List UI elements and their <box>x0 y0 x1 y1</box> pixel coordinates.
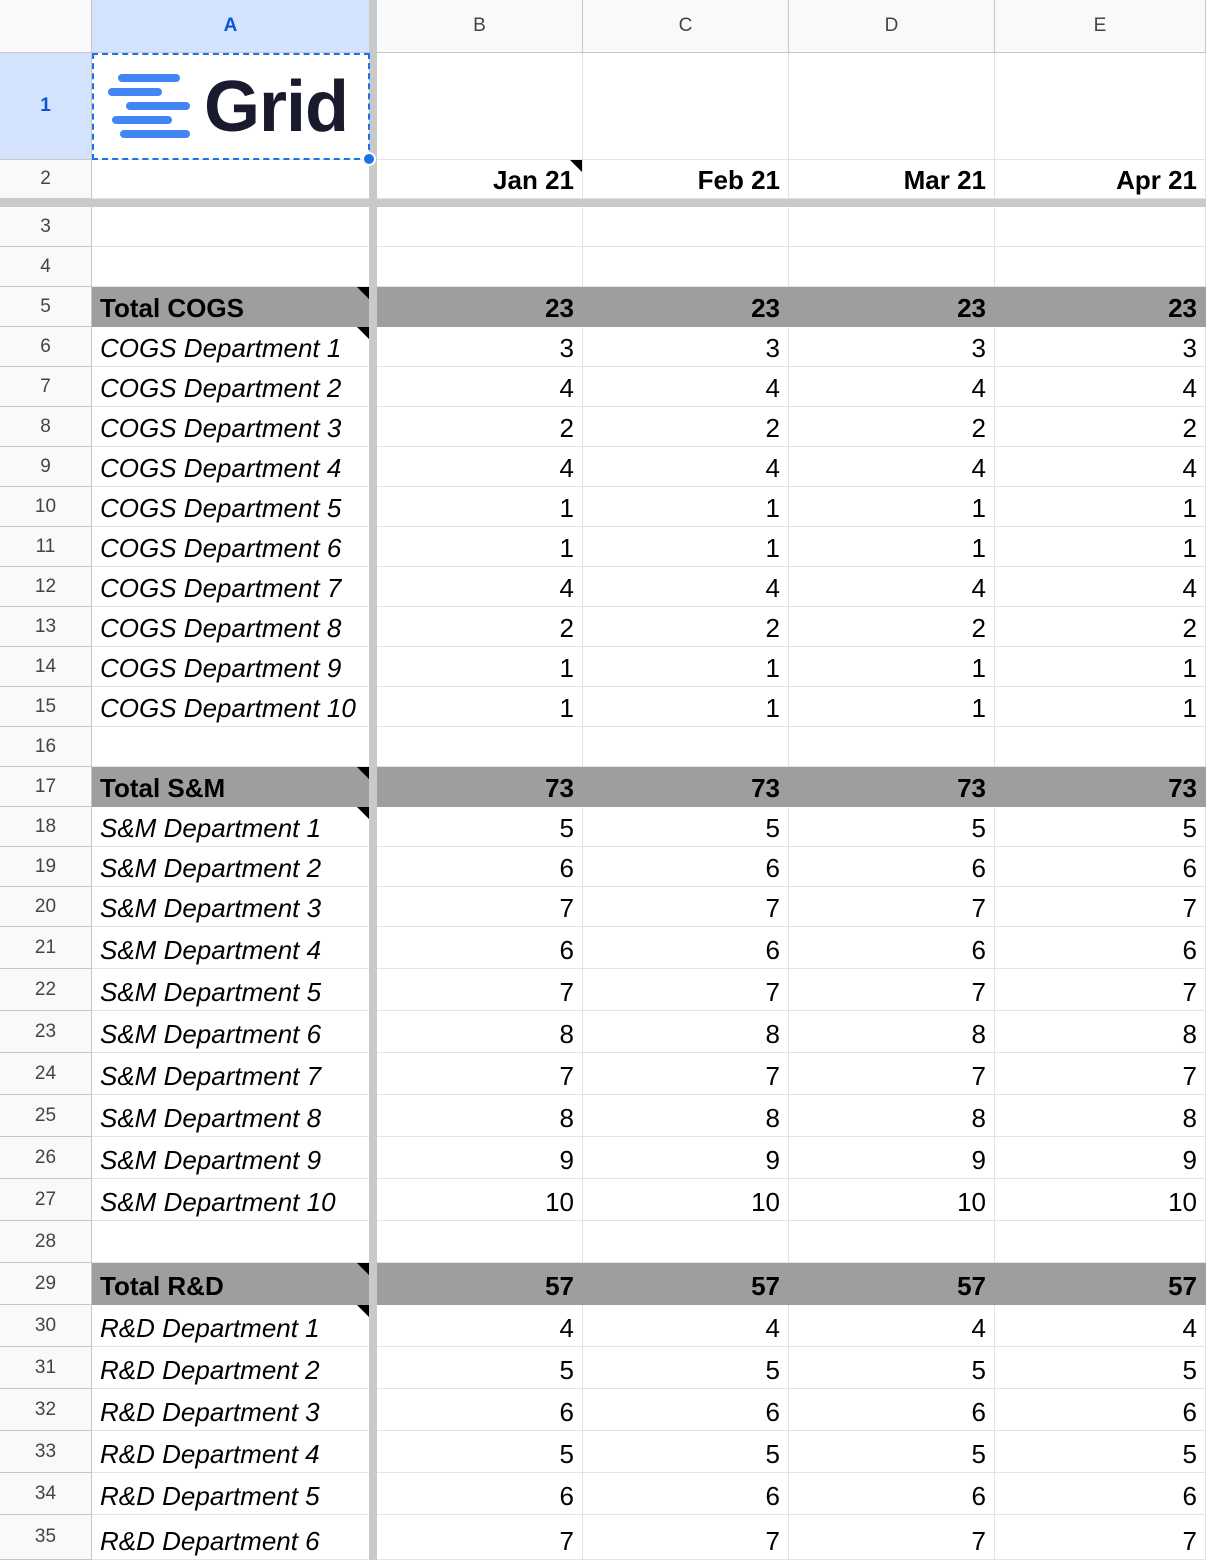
note-indicator <box>570 160 582 172</box>
value-cell[interactable]: 1 <box>995 647 1206 687</box>
value-cell[interactable]: 1 <box>377 527 583 567</box>
value-cell[interactable]: 6 <box>583 1389 789 1431</box>
empty-cell[interactable] <box>377 207 583 247</box>
value-cell[interactable]: 7 <box>789 1515 995 1560</box>
row-header-30[interactable]: 30 <box>0 1305 92 1347</box>
value-cell[interactable]: 3 <box>583 327 789 367</box>
row-header-18[interactable]: 18 <box>0 807 92 847</box>
value-cell[interactable]: 9 <box>583 1137 789 1179</box>
value-cell[interactable]: 1 <box>789 527 995 567</box>
value-cell[interactable]: 6 <box>995 1473 1206 1515</box>
value-cell[interactable]: 7 <box>995 1515 1206 1560</box>
row-header-3[interactable]: 3 <box>0 207 92 247</box>
row-header-12[interactable]: 12 <box>0 567 92 607</box>
row-header-34[interactable]: 34 <box>0 1473 92 1515</box>
department-label-cell[interactable]: COGS Department 8 <box>92 607 370 647</box>
cell-selection-outline <box>92 53 370 160</box>
row-header-27[interactable]: 27 <box>0 1179 92 1221</box>
empty-cell[interactable] <box>92 1221 370 1263</box>
value-cell[interactable]: 6 <box>789 847 995 887</box>
value-cell[interactable]: 7 <box>995 1053 1206 1095</box>
value-cell[interactable]: 2 <box>789 407 995 447</box>
note-indicator <box>357 287 369 299</box>
value-cell[interactable]: 5 <box>583 1431 789 1473</box>
value-cell[interactable]: 6 <box>789 1473 995 1515</box>
value-cell[interactable]: 4 <box>377 447 583 487</box>
department-label-cell[interactable]: COGS Department 2 <box>92 367 370 407</box>
empty-cell[interactable] <box>789 247 995 287</box>
value-cell[interactable]: 4 <box>789 367 995 407</box>
value-cell[interactable]: 4 <box>995 1305 1206 1347</box>
department-label-cell[interactable]: R&D Department 5 <box>92 1473 370 1515</box>
row-header-24[interactable]: 24 <box>0 1053 92 1095</box>
empty-cell[interactable] <box>92 247 370 287</box>
value-cell[interactable]: 7 <box>377 1053 583 1095</box>
value-cell[interactable]: 5 <box>583 807 789 847</box>
row-header-8[interactable]: 8 <box>0 407 92 447</box>
value-cell[interactable]: 4 <box>789 1305 995 1347</box>
value-cell[interactable]: 8 <box>789 1095 995 1137</box>
column-header-a[interactable]: A <box>92 0 370 53</box>
value-cell[interactable]: 7 <box>377 969 583 1011</box>
month-header-cell[interactable]: Feb 21 <box>583 160 789 199</box>
value-cell[interactable]: 8 <box>583 1095 789 1137</box>
value-cell[interactable]: 4 <box>583 367 789 407</box>
total-value-cell[interactable]: 73 <box>583 767 789 807</box>
value-cell[interactable]: 6 <box>583 1473 789 1515</box>
value-cell[interactable]: 10 <box>583 1179 789 1221</box>
value-cell[interactable]: 6 <box>377 927 583 969</box>
note-indicator <box>357 1305 369 1317</box>
empty-cell[interactable] <box>583 247 789 287</box>
department-label-cell[interactable]: COGS Department 10 <box>92 687 370 727</box>
value-cell[interactable]: 6 <box>583 847 789 887</box>
value-cell[interactable]: 2 <box>995 607 1206 647</box>
value-cell[interactable]: 3 <box>995 327 1206 367</box>
value-cell[interactable]: 1 <box>995 687 1206 727</box>
column-header-d[interactable]: D <box>789 0 995 53</box>
row-header-14[interactable]: 14 <box>0 647 92 687</box>
column-header-b[interactable]: B <box>377 0 583 53</box>
total-value-cell[interactable]: 23 <box>583 287 789 327</box>
row-header-29[interactable]: 29 <box>0 1263 92 1305</box>
value-cell[interactable]: 6 <box>995 1389 1206 1431</box>
row-header-21[interactable]: 21 <box>0 927 92 969</box>
row-header-17[interactable]: 17 <box>0 767 92 807</box>
total-label-cell[interactable]: Total R&D <box>92 1263 370 1305</box>
value-cell[interactable]: 6 <box>995 927 1206 969</box>
value-cell[interactable]: 5 <box>377 807 583 847</box>
department-label-cell[interactable]: R&D Department 6 <box>92 1515 370 1560</box>
value-cell[interactable]: 3 <box>789 327 995 367</box>
empty-cell[interactable] <box>92 160 370 199</box>
row-header-26[interactable]: 26 <box>0 1137 92 1179</box>
row-header-15[interactable]: 15 <box>0 687 92 727</box>
empty-cell[interactable] <box>92 207 370 247</box>
value-cell[interactable]: 8 <box>789 1011 995 1053</box>
department-label-cell[interactable]: S&M Department 3 <box>92 887 370 927</box>
row-header-5[interactable]: 5 <box>0 287 92 327</box>
total-value-cell[interactable]: 57 <box>789 1263 995 1305</box>
row-header-11[interactable]: 11 <box>0 527 92 567</box>
value-cell[interactable]: 4 <box>583 1305 789 1347</box>
empty-cell[interactable] <box>995 247 1206 287</box>
month-header-cell[interactable]: Jan 21 <box>377 160 583 199</box>
value-cell[interactable]: 6 <box>377 847 583 887</box>
empty-cell[interactable] <box>377 1221 583 1263</box>
value-cell[interactable]: 5 <box>995 1431 1206 1473</box>
row-header-6[interactable]: 6 <box>0 327 92 367</box>
value-cell[interactable]: 6 <box>377 1389 583 1431</box>
row-header-20[interactable]: 20 <box>0 887 92 927</box>
value-cell[interactable]: 2 <box>377 407 583 447</box>
value-cell[interactable]: 7 <box>789 887 995 927</box>
empty-cell[interactable] <box>789 1221 995 1263</box>
value-cell[interactable]: 5 <box>789 807 995 847</box>
value-cell[interactable]: 8 <box>377 1011 583 1053</box>
empty-cell[interactable] <box>789 727 995 767</box>
total-value-cell[interactable]: 23 <box>377 287 583 327</box>
row-header-13[interactable]: 13 <box>0 607 92 647</box>
empty-cell[interactable] <box>995 727 1206 767</box>
row-header-33[interactable]: 33 <box>0 1431 92 1473</box>
value-cell[interactable]: 1 <box>377 647 583 687</box>
row-header-2[interactable]: 2 <box>0 160 92 199</box>
value-cell[interactable]: 2 <box>377 607 583 647</box>
empty-cell[interactable] <box>995 1221 1206 1263</box>
value-cell[interactable]: 1 <box>377 687 583 727</box>
value-cell[interactable]: 2 <box>583 607 789 647</box>
empty-cell[interactable] <box>789 207 995 247</box>
department-label-cell[interactable]: COGS Department 7 <box>92 567 370 607</box>
value-cell[interactable]: 7 <box>377 1515 583 1560</box>
value-cell[interactable]: 10 <box>995 1179 1206 1221</box>
department-label-cell[interactable]: COGS Department 5 <box>92 487 370 527</box>
department-label-cell[interactable]: S&M Department 6 <box>92 1011 370 1053</box>
note-indicator <box>357 327 369 339</box>
value-cell[interactable]: 7 <box>583 1515 789 1560</box>
value-cell[interactable]: 10 <box>377 1179 583 1221</box>
value-cell[interactable]: 4 <box>377 1305 583 1347</box>
value-cell[interactable]: 8 <box>995 1011 1206 1053</box>
fill-handle[interactable] <box>362 152 376 166</box>
month-header-cell[interactable]: Mar 21 <box>789 160 995 199</box>
empty-cell[interactable] <box>583 53 789 160</box>
logo-text: Grid <box>204 67 349 147</box>
total-value-cell[interactable]: 57 <box>995 1263 1206 1305</box>
value-cell[interactable]: 2 <box>995 407 1206 447</box>
value-cell[interactable]: 7 <box>995 887 1206 927</box>
row-header-23[interactable]: 23 <box>0 1011 92 1053</box>
value-cell[interactable]: 5 <box>583 1347 789 1389</box>
value-cell[interactable]: 4 <box>789 567 995 607</box>
value-cell[interactable]: 1 <box>789 647 995 687</box>
row-header-19[interactable]: 19 <box>0 847 92 887</box>
total-value-cell[interactable]: 73 <box>789 767 995 807</box>
value-cell[interactable]: 1 <box>789 687 995 727</box>
department-label-cell[interactable]: COGS Department 4 <box>92 447 370 487</box>
row-header-35[interactable]: 35 <box>0 1515 92 1560</box>
empty-cell[interactable] <box>995 207 1206 247</box>
department-label-cell[interactable]: R&D Department 3 <box>92 1389 370 1431</box>
total-label-cell[interactable]: Total S&M <box>92 767 370 807</box>
value-cell[interactable]: 4 <box>995 447 1206 487</box>
note-indicator <box>357 767 369 779</box>
value-cell[interactable]: 10 <box>789 1179 995 1221</box>
select-all-corner[interactable] <box>0 0 92 53</box>
value-cell[interactable]: 2 <box>583 407 789 447</box>
department-label-cell[interactable]: R&D Department 4 <box>92 1431 370 1473</box>
total-value-cell[interactable]: 73 <box>377 767 583 807</box>
value-cell[interactable]: 4 <box>583 447 789 487</box>
row-header-1[interactable]: 1 <box>0 53 92 160</box>
value-cell[interactable]: 5 <box>789 1347 995 1389</box>
value-cell[interactable]: 8 <box>583 1011 789 1053</box>
value-cell[interactable]: 7 <box>789 1053 995 1095</box>
value-cell[interactable]: 8 <box>377 1095 583 1137</box>
frozen-column-divider[interactable] <box>369 0 377 1560</box>
department-label-cell[interactable]: COGS Department 3 <box>92 407 370 447</box>
value-cell[interactable]: 9 <box>995 1137 1206 1179</box>
value-cell[interactable]: 1 <box>583 527 789 567</box>
value-cell[interactable]: 3 <box>377 327 583 367</box>
row-header-9[interactable]: 9 <box>0 447 92 487</box>
value-cell[interactable]: 6 <box>583 927 789 969</box>
department-label-cell[interactable]: S&M Department 5 <box>92 969 370 1011</box>
value-cell[interactable]: 4 <box>583 567 789 607</box>
value-cell[interactable]: 9 <box>789 1137 995 1179</box>
value-cell[interactable]: 4 <box>377 367 583 407</box>
frozen-row-divider[interactable] <box>0 199 1206 207</box>
value-cell[interactable]: 5 <box>377 1347 583 1389</box>
value-cell[interactable]: 6 <box>789 1389 995 1431</box>
value-cell[interactable]: 6 <box>377 1473 583 1515</box>
empty-cell[interactable] <box>377 53 583 160</box>
empty-cell[interactable] <box>583 1221 789 1263</box>
department-label-cell[interactable]: S&M Department 9 <box>92 1137 370 1179</box>
total-value-cell[interactable]: 23 <box>789 287 995 327</box>
value-cell[interactable]: 4 <box>995 367 1206 407</box>
empty-cell[interactable] <box>583 727 789 767</box>
row-header-28[interactable]: 28 <box>0 1221 92 1263</box>
value-cell[interactable]: 5 <box>995 1347 1206 1389</box>
value-cell[interactable]: 6 <box>995 847 1206 887</box>
value-cell[interactable]: 1 <box>583 487 789 527</box>
row-header-10[interactable]: 10 <box>0 487 92 527</box>
value-cell[interactable]: 4 <box>377 567 583 607</box>
value-cell[interactable]: 1 <box>583 647 789 687</box>
department-label-cell[interactable]: S&M Department 10 <box>92 1179 370 1221</box>
value-cell[interactable]: 7 <box>583 1053 789 1095</box>
department-label-cell[interactable]: R&D Department 1 <box>92 1305 370 1347</box>
note-indicator <box>357 807 369 819</box>
department-label-cell[interactable]: COGS Department 9 <box>92 647 370 687</box>
note-indicator <box>357 1263 369 1275</box>
value-cell[interactable]: 7 <box>995 969 1206 1011</box>
department-label-cell[interactable]: S&M Department 8 <box>92 1095 370 1137</box>
total-value-cell[interactable]: 73 <box>995 767 1206 807</box>
value-cell[interactable]: 1 <box>377 487 583 527</box>
value-cell[interactable]: 1 <box>583 687 789 727</box>
department-label-cell[interactable]: S&M Department 7 <box>92 1053 370 1095</box>
empty-cell[interactable] <box>377 727 583 767</box>
value-cell[interactable]: 7 <box>583 887 789 927</box>
total-value-cell[interactable]: 57 <box>583 1263 789 1305</box>
value-cell[interactable]: 9 <box>377 1137 583 1179</box>
value-cell[interactable]: 7 <box>789 969 995 1011</box>
value-cell[interactable]: 1 <box>789 487 995 527</box>
value-cell[interactable]: 5 <box>377 1431 583 1473</box>
empty-cell[interactable] <box>995 53 1206 160</box>
row-header-32[interactable]: 32 <box>0 1389 92 1431</box>
empty-cell[interactable] <box>92 727 370 767</box>
value-cell[interactable]: 1 <box>995 487 1206 527</box>
department-label-cell[interactable]: COGS Department 1 <box>92 327 370 367</box>
total-value-cell[interactable]: 23 <box>995 287 1206 327</box>
value-cell[interactable]: 1 <box>995 527 1206 567</box>
column-header-c[interactable]: C <box>583 0 789 53</box>
empty-cell[interactable] <box>789 53 995 160</box>
value-cell[interactable]: 4 <box>995 567 1206 607</box>
department-label-cell[interactable]: S&M Department 1 <box>92 807 370 847</box>
row-header-25[interactable]: 25 <box>0 1095 92 1137</box>
department-label-cell[interactable]: R&D Department 2 <box>92 1347 370 1389</box>
total-label-cell[interactable]: Total COGS <box>92 287 370 327</box>
value-cell[interactable]: 7 <box>377 887 583 927</box>
row-header-22[interactable]: 22 <box>0 969 92 1011</box>
value-cell[interactable]: 4 <box>789 447 995 487</box>
value-cell[interactable]: 5 <box>789 1431 995 1473</box>
value-cell[interactable]: 2 <box>789 607 995 647</box>
total-value-cell[interactable]: 57 <box>377 1263 583 1305</box>
value-cell[interactable]: 6 <box>789 927 995 969</box>
value-cell[interactable]: 7 <box>583 969 789 1011</box>
department-label-cell[interactable]: S&M Department 2 <box>92 847 370 887</box>
row-header-7[interactable]: 7 <box>0 367 92 407</box>
empty-cell[interactable] <box>583 207 789 247</box>
department-label-cell[interactable]: COGS Department 6 <box>92 527 370 567</box>
row-header-16[interactable]: 16 <box>0 727 92 767</box>
month-header-cell[interactable]: Apr 21 <box>995 160 1206 199</box>
column-header-e[interactable]: E <box>995 0 1206 53</box>
empty-cell[interactable] <box>377 247 583 287</box>
value-cell[interactable]: 8 <box>995 1095 1206 1137</box>
department-label-cell[interactable]: S&M Department 4 <box>92 927 370 969</box>
row-header-31[interactable]: 31 <box>0 1347 92 1389</box>
value-cell[interactable]: 5 <box>995 807 1206 847</box>
row-header-4[interactable]: 4 <box>0 247 92 287</box>
